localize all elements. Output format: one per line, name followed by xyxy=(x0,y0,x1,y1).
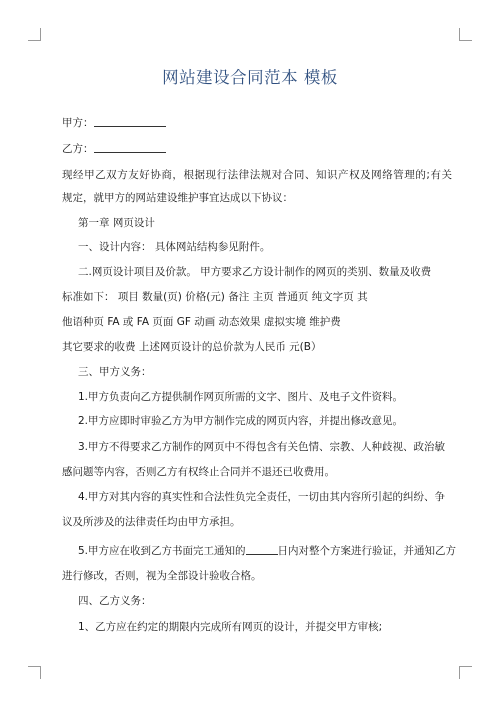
party-a-duty-2: 2.甲方应即时审验乙方为甲方制作完成的网页内容，并提出修改意见。 xyxy=(78,415,404,427)
chapter-1-heading: 第一章 网页设计 xyxy=(78,217,155,229)
party-a-duty-5-line-1 xyxy=(78,544,466,558)
party-a-label: 甲方： xyxy=(62,117,94,129)
party-b-blank xyxy=(94,142,166,153)
party-a-duty-4-line-1: 4.甲方对其内容的真实性和合法性负完全责任，一切由其内容所引起的纠纷、争 xyxy=(78,491,446,503)
crop-mark-bottom-right xyxy=(459,666,472,679)
days-blank xyxy=(246,544,278,555)
crop-mark-bottom-left xyxy=(28,666,41,679)
document-title: 网站建设合同范本 模板 xyxy=(162,68,338,87)
intro-line-1: 现经甲乙双方友好协商，根据现行法律法规对合同、知识产权及网络管理的;有关 xyxy=(62,169,452,181)
intro-line-2: 规定，就甲方的网站建设维护事宜达成以下协议： xyxy=(62,192,293,204)
party-b-duty-1: 1、乙方应在约定的期限内完成所有网页的设计，并提交甲方审核; xyxy=(78,621,383,633)
section-1-design-content: 一、设计内容： 具体网站结构参见附件。 xyxy=(78,241,271,253)
party-a-blank xyxy=(94,116,166,127)
party-a-line xyxy=(62,116,450,130)
crop-mark-top-left xyxy=(28,28,41,41)
party-a-duty-5-line-2: 进行修改，否则，视为全部设计验收合格。 xyxy=(62,570,262,582)
party-b-label: 乙方： xyxy=(62,143,94,155)
party-a-duty-5-post: 日内对整个方案进行验证，并通知乙方 xyxy=(277,545,457,557)
section-4-heading: 四、乙方义务： xyxy=(78,595,152,607)
party-a-duty-4-line-2: 议及所涉及的法律责任均由甲方承担。 xyxy=(62,516,241,528)
section-2-line-3: 他语种页 FA 或 FA 页面 GF 动画 动态效果 虚拟实境 维护费 xyxy=(62,316,341,328)
section-2-line-4: 其它要求的收费 上述网页设计的总价款为人民币 元(B） xyxy=(62,341,322,353)
section-2-line-1: 二.网页设计项目及价款。 甲方要求乙方设计制作的网页的类别、数量及收费 xyxy=(78,266,432,278)
party-a-duty-3-line-2: 感问题等内容，否则乙方有权终止合同并不退还已收费用。 xyxy=(62,466,335,478)
party-b-line xyxy=(62,142,450,156)
party-a-duty-5-pre: 5.甲方应在收到乙方书面完工通知的 xyxy=(78,545,246,557)
crop-mark-top-right xyxy=(459,28,472,41)
section-3-heading: 三、甲方义务： xyxy=(78,366,152,378)
party-a-duty-3-line-1: 3.甲方不得要求乙方制作的网页中不得包含有关色情、宗教、人种歧视、政治敏 xyxy=(78,441,446,453)
section-2-line-2: 标准如下： 项目 数量(页) 价格(元) 备注 主页 普通页 纯文字页 其 xyxy=(62,291,368,303)
party-a-duty-1: 1.甲方负责向乙方提供制作网页所需的文字、图片、及电子文件资料。 xyxy=(78,391,404,403)
